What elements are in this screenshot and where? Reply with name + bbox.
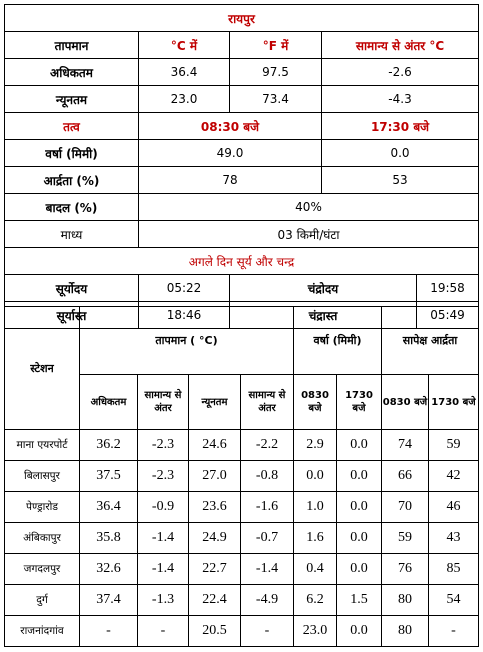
station-mind-cell: -4.9 (241, 585, 294, 616)
station-r1-cell: 2.9 (294, 430, 337, 461)
min-f: 73.4 (230, 86, 322, 113)
humidity-1730-col-header: 1730 बजे (429, 375, 479, 430)
table-row (5, 523, 479, 554)
humidity-1730: 53 (322, 167, 479, 194)
station-min-cell: 20.5 (189, 616, 241, 647)
station-h1-cell: 74 (382, 430, 429, 461)
station-maxd-cell: -1.4 (138, 523, 189, 554)
celsius-header: °C में (139, 32, 230, 59)
station-h2-cell: 59 (429, 430, 479, 461)
station-min-cell: 22.7 (189, 554, 241, 585)
max-col-header: अधिकतम (80, 375, 138, 430)
min-diff: -4.3 (322, 86, 479, 113)
cloud-label: बादल (%) (5, 194, 139, 221)
station-max-cell: 36.2 (80, 430, 138, 461)
table-row (5, 430, 479, 461)
station-max-cell: 37.5 (80, 461, 138, 492)
min-diff-col-header: सामान्य से अंतर (241, 375, 294, 430)
rain-0830-col-header: 0830 बजे (294, 375, 337, 430)
time2-header: 17:30 बजे (322, 113, 479, 140)
max-f: 97.5 (230, 59, 322, 86)
wind-value: 03 किमी/घंटा (139, 221, 479, 248)
station-max-cell: 35.8 (80, 523, 138, 554)
station-maxd-cell: - (138, 616, 189, 647)
station-min-cell: 24.9 (189, 523, 241, 554)
moonset-label: चंद्रास्त (230, 302, 417, 329)
station-name: माना एयरपोर्ट (5, 430, 80, 461)
temp-header-label: तापमान (5, 32, 139, 59)
station-r2-cell: 0.0 (337, 554, 382, 585)
station-r2-cell: 0.0 (337, 616, 382, 647)
station-mind-cell: -1.6 (241, 492, 294, 523)
station-r2-cell: 0.0 (337, 461, 382, 492)
station-h1-cell: 66 (382, 461, 429, 492)
humidity-0830: 78 (139, 167, 322, 194)
station-header: स्टेशन (5, 307, 80, 430)
station-r2-cell: 0.0 (337, 523, 382, 554)
station-mind-cell: - (241, 616, 294, 647)
max-diff: -2.6 (322, 59, 479, 86)
element-header-label: तत्व (5, 113, 139, 140)
station-maxd-cell: -1.4 (138, 554, 189, 585)
station-min-cell: 23.6 (189, 492, 241, 523)
rain-label: वर्षा (मिमी) (5, 140, 139, 167)
station-mind-cell: -0.7 (241, 523, 294, 554)
station-mind-cell: -2.2 (241, 430, 294, 461)
moonrise-label: चंद्रोदय (230, 275, 417, 302)
station-r1-cell: 1.6 (294, 523, 337, 554)
station-h2-cell: 43 (429, 523, 479, 554)
station-r1-cell: 6.2 (294, 585, 337, 616)
station-name: अंबिकापुर (5, 523, 80, 554)
time1-header: 08:30 बजे (139, 113, 322, 140)
station-h1-cell: 80 (382, 616, 429, 647)
humidity-group-header: सापेक्ष आर्द्रता (382, 307, 479, 375)
station-name: पेण्ड्रारोड (5, 492, 80, 523)
moonset-value: 05:49 (417, 302, 479, 329)
station-h2-cell: - (429, 616, 479, 647)
station-h2-cell: 42 (429, 461, 479, 492)
min-col-header: न्यूनतम (189, 375, 241, 430)
stations-table (4, 306, 479, 647)
wind-label: माध्य (5, 221, 139, 248)
table-row (5, 492, 479, 523)
station-r2-cell: 1.5 (337, 585, 382, 616)
station-r1-cell: 1.0 (294, 492, 337, 523)
sunset-label: सूर्यास्त (5, 302, 139, 329)
rain-0830: 49.0 (139, 140, 322, 167)
rain-group-header: वर्षा (मिमी) (294, 307, 382, 375)
station-maxd-cell: -1.3 (138, 585, 189, 616)
station-maxd-cell: -0.9 (138, 492, 189, 523)
station-r1-cell: 0.4 (294, 554, 337, 585)
station-maxd-cell: -2.3 (138, 461, 189, 492)
station-r2-cell: 0.0 (337, 492, 382, 523)
rain-1730: 0.0 (322, 140, 479, 167)
diff-header: सामान्य से अंतर °C (322, 32, 479, 59)
sunrise-label: सूर्योदय (5, 275, 139, 302)
station-name: जगदलपुर (5, 554, 80, 585)
station-mind-cell: -0.8 (241, 461, 294, 492)
station-h2-cell: 85 (429, 554, 479, 585)
station-h2-cell: 54 (429, 585, 479, 616)
station-h1-cell: 76 (382, 554, 429, 585)
fahrenheit-header: °F में (230, 32, 322, 59)
station-mind-cell: -1.4 (241, 554, 294, 585)
max-c: 36.4 (139, 59, 230, 86)
next-day-title: अगले दिन सूर्य और चन्द्र (5, 248, 479, 275)
humidity-0830-col-header: 0830 बजे (382, 375, 429, 430)
station-name: राजनांदगांव (5, 616, 80, 647)
table-row (5, 585, 479, 616)
station-max-cell: 37.4 (80, 585, 138, 616)
station-name: दुर्ग (5, 585, 80, 616)
table-row (5, 461, 479, 492)
table-row (5, 616, 479, 647)
sunset-value: 18:46 (139, 302, 230, 329)
station-min-cell: 27.0 (189, 461, 241, 492)
sunrise-value: 05:22 (139, 275, 230, 302)
station-h2-cell: 46 (429, 492, 479, 523)
station-maxd-cell: -2.3 (138, 430, 189, 461)
cloud-value: 40% (139, 194, 479, 221)
raipur-summary-table (4, 4, 479, 329)
max-diff-col-header: सामान्य से अंतर (138, 375, 189, 430)
min-label: न्यूनतम (5, 86, 139, 113)
humidity-label: आर्द्रता (%) (5, 167, 139, 194)
min-c: 23.0 (139, 86, 230, 113)
station-h1-cell: 59 (382, 523, 429, 554)
table-row (5, 554, 479, 585)
station-h1-cell: 70 (382, 492, 429, 523)
station-r2-cell: 0.0 (337, 430, 382, 461)
temp-group-header: तापमान ( °C) (80, 307, 294, 375)
moonrise-value: 19:58 (417, 275, 479, 302)
station-name: बिलासपुर (5, 461, 80, 492)
station-max-cell: 32.6 (80, 554, 138, 585)
station-max-cell: - (80, 616, 138, 647)
rain-1730-col-header: 1730 बजे (337, 375, 382, 430)
station-min-cell: 22.4 (189, 585, 241, 616)
station-r1-cell: 0.0 (294, 461, 337, 492)
city-title: रायपुर (5, 5, 479, 32)
station-max-cell: 36.4 (80, 492, 138, 523)
max-label: अधिकतम (5, 59, 139, 86)
station-h1-cell: 80 (382, 585, 429, 616)
station-r1-cell: 23.0 (294, 616, 337, 647)
station-min-cell: 24.6 (189, 430, 241, 461)
